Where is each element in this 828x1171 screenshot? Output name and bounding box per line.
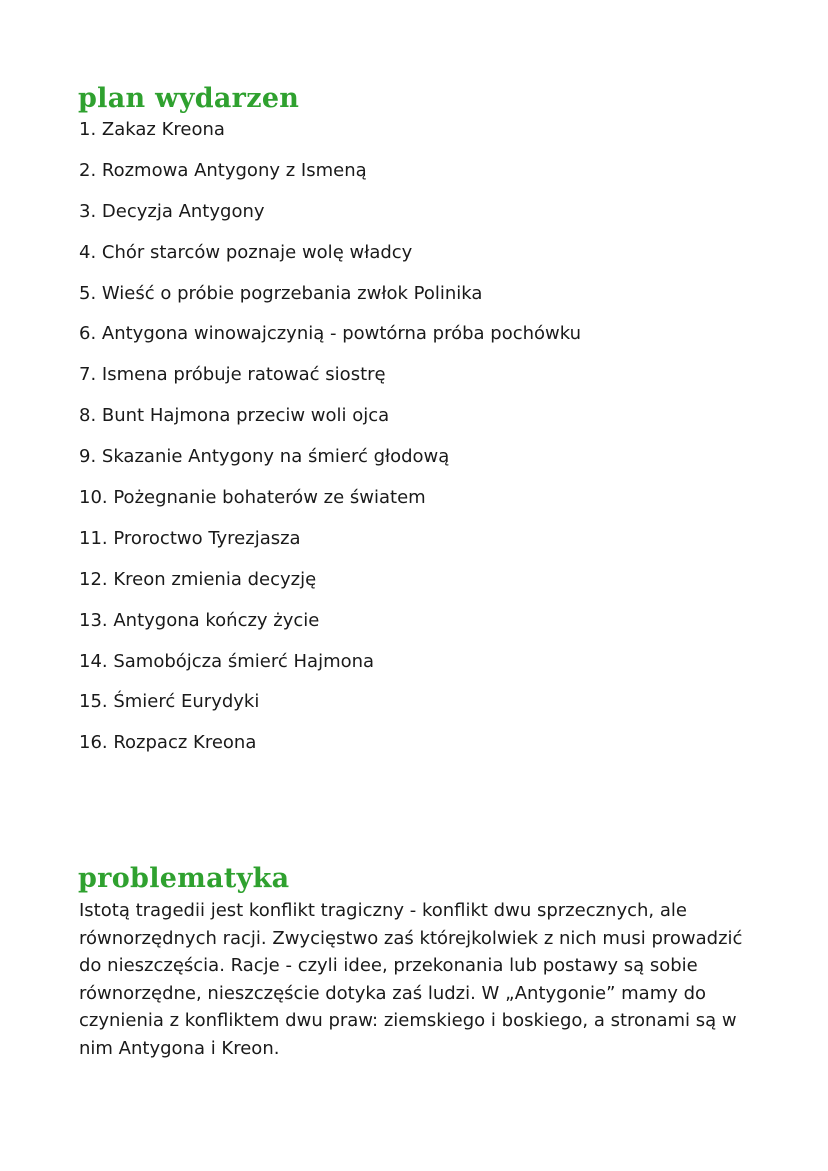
list-item: 16. Rozpacz Kreona	[79, 732, 257, 754]
list-item: 15. Śmierć Eurydyki	[79, 691, 260, 713]
list-item: 14. Samobójcza śmierć Hajmona	[79, 650, 375, 672]
paragraph-line: równorzędne, nieszczęście dotyka zaś ludzi. W „Antygonie” mamy do	[79, 982, 707, 1004]
list-item: 5. Wieść o próbie pogrzebania zwłok Polinika	[79, 282, 483, 304]
events-list	[79, 116, 779, 770]
list-item: 13. Antygona kończy życie	[79, 609, 320, 631]
list-item: 1. Zakaz Kreona	[79, 119, 225, 140]
list-item: 7. Ismena próbuje ratować siostrę	[79, 364, 386, 386]
paragraph-line: do nieszczęścia. Racje - czyli idee, przekonania lub postawy są sobie	[79, 955, 698, 976]
list-item: 3. Decyzja Antygony	[79, 200, 265, 222]
plan-heading: plan wydarzen	[78, 83, 300, 114]
paragraph-line: równorzędnych racji. Zwycięstwo zaś którejkolwiek z nich musi prowadzić	[79, 927, 743, 949]
list-item: 8. Bunt Hajmona przeciw woli ojca	[79, 405, 390, 427]
problematyka-paragraph	[79, 897, 769, 1062]
list-item: 6. Antygona winowajczynią - powtórna próba pochówku	[79, 323, 582, 345]
list-item: 4. Chór starców poznaje wolę władcy	[79, 241, 413, 263]
list-item: 11. Proroctwo Tyrezjasza	[79, 527, 301, 549]
list-item: 9. Skazanie Antygony na śmierć głodową	[79, 446, 450, 468]
paragraph-line: czynienia z konfliktem dwu praw: ziemskiego i boskiego, a stronami są w	[79, 1010, 737, 1031]
problematyka-heading: problematyka	[78, 863, 290, 894]
paragraph-line: Istotą tragedii jest konflikt tragiczny - konflikt dwu sprzecznych, ale	[79, 900, 687, 921]
list-item: 2. Rozmowa Antygony z Ismeną	[79, 159, 367, 181]
list-item: 12. Kreon zmienia decyzję	[79, 568, 317, 590]
paragraph-line: nim Antygona i Kreon.	[79, 1037, 280, 1059]
list-item: 10. Pożegnanie bohaterów ze światem	[79, 487, 426, 509]
